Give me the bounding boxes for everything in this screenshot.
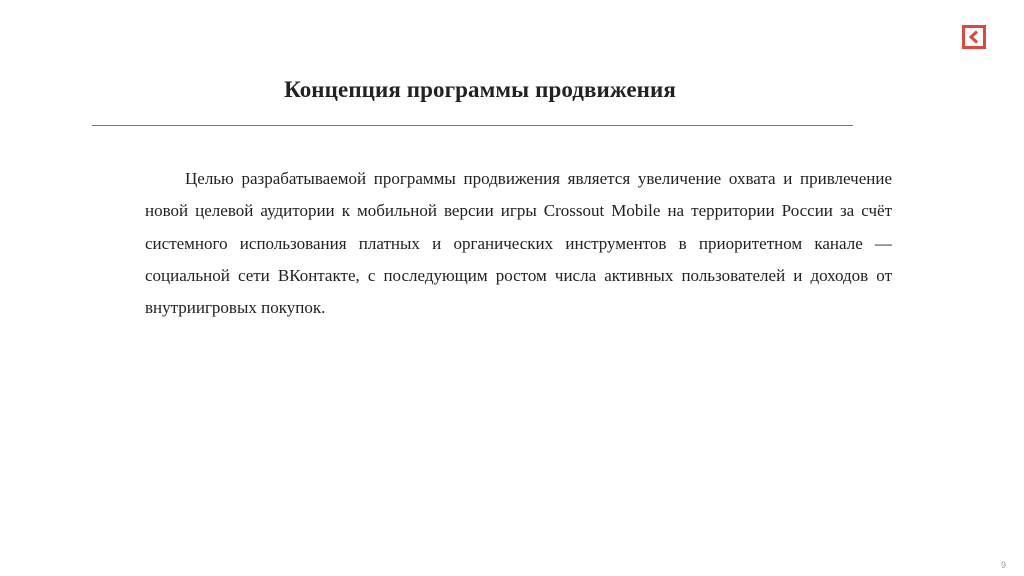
title-divider — [92, 125, 853, 126]
page-number: 9 — [1000, 560, 1006, 570]
slide-title: Концепция программы продвижения — [284, 77, 676, 102]
back-arrow-logo-icon[interactable] — [962, 25, 986, 49]
body-paragraph: Целью разрабатываемой программы продвижения является увеличение охвата и привлечение новой целевой аудитории к мобильной версии игры Crossout Mobile на территории России за счёт системного использования платных и органических инструментов в приоритетном канале — социальной сети ВКонтакте, с последующим ростом числа активных пользователей и доходов от внутриигровых покупок. — [145, 169, 892, 318]
